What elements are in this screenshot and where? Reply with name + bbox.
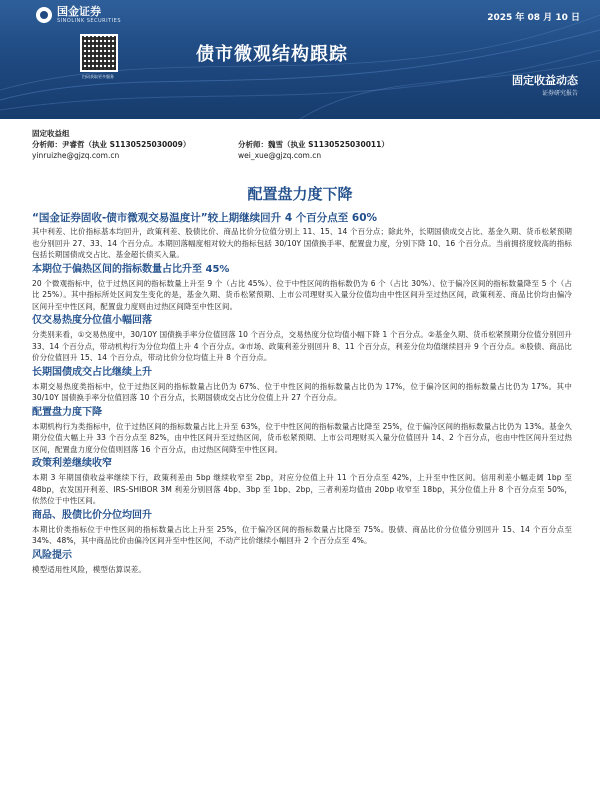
section-text: 模型适用性风险，模型估算误差。 [32,564,146,574]
qr-caption: 扫码获取更多服务 [82,74,114,79]
team-name: 固定收益组 [32,129,70,138]
section-heading: 政策利差继续收窄 [32,458,112,469]
qr-code-icon [80,34,118,72]
logo-en: SINOLINK SECURITIES [57,18,121,24]
company-logo [36,6,121,24]
section-4 [32,366,572,404]
section-text: 本期交易热度类指标中，位于过热区间的指标数量占比仍为 67%、位于中性区间的指标数量占比仍为 17%，位于偏冷区间的指标数量占比仍为 17%。其中 30/10Y 国债换手率分位值回落 10 个百分点，长期国债成交占比分位值上升 27 个百分点。 [32,381,572,402]
author-block [32,128,572,161]
section-text: 本期机构行为类指标中，位于过热区间的指标数量占比上升至 63%，位于中性区间的指标数量占比降至 25%，位于偏冷区间的指标数量占比仍为 13%。基金久期分位值大幅上升 33 个百分点至 82%，由中性区间升至过热区间，货币松紧预期、上市公司理财买入量分位值回升 14、2 个百分点，也由中性区间升至过热区间，配置盘力度分位值则回落 16 个百分点，由过热区间降至中性区间。 [32,421,572,454]
analyst-2: 分析师：魏雪（执业 S1130525030011） [238,140,389,149]
analyst-1: 分析师：尹睿哲（执业 S1130525030009） [32,140,191,149]
section-3 [32,314,572,364]
section-5 [32,406,572,456]
report-body [32,211,572,577]
section-heading: 本期位于偏热区间的指标数量占比升至 45% [32,263,230,275]
document-title: 配置盘力度下降 [247,185,353,203]
section-1 [32,211,572,261]
section-text: 本期 3 年期国债收益率继续下行，政策利差由 5bp 继续收窄至 2bp，对应分位值上升 11 个百分点至 42%，上升至中性区间。信用利差小幅走阔 1bp 至 48bp，农发国开利差、IRS-SHIBOR 3M 利差分别回落 4bp、3bp 至 1bp、2bp，三者利差均值由 20bp 收窄至 18bp，其分位值上升 8 个百分点至 50%，依然位于中性区间。 [32,473,572,505]
section-text: 其中利差、比价指标基本均回升，政策利差、股债比价、商品比价分位值分别上 11、15、14 个百分点；除此外，长期国债成交占比、基金久期、货币松紧预期也分别回升 27、33、14 个百分点。本期回落幅度相对较大的指标包括 30/10Y 国债换手率、配置盘力度，分别下降 10、16 个百分点。当前拥挤度较高的指标包括长期国债成交占比、基金超长债买入量。 [32,227,572,259]
section-heading: 长期国债成交占比继续上升 [32,366,152,378]
section-heading: 商品、股债比价分位均回升 [32,509,152,521]
section-6 [32,457,572,507]
report-series-title: 债市微观结构跟踪 [196,44,348,65]
report-banner [0,0,600,119]
report-date: 2025 年 08 月 10 日 [487,13,580,23]
report-category: 固定收益动态 [512,74,578,87]
analyst-1-email[interactable]: yinruizhe@gjzq.com.cn [32,151,120,160]
section-heading: “国金证券固收-债市微观交易温度计”较上期继续回升 4 个百分点至 60% [32,212,378,224]
section-text: 20 个微观指标中，位于过热区间的指标数量上升至 9 个（占比 45%）、位于中性区间的指标数仍为 6 个（占比 30%）、位于偏冷区间的指标数量降至 5 个（占比 25%）。其中指标所处区间发生变化的是，基金久期、货币松紧预期、上市公司理财买入量分位值均由中性区间升至过热区间，政策利差、商品比价均由偏冷区间升至中性区间，配置盘力度则由过热区间降至中性区间。 [32,278,572,311]
section-text: 本期比价类指标位于中性区间的指标数量占比上升至 25%，位于偏冷区间的指标数量占比降至 75%。股债、商品比价分位值分别回升 15、14 个百分点至 34%、48%，其中商品比价由偏冷区间升至中性区间，不动产比价继续小幅回升 2 个百分点至 4%。 [32,524,572,545]
section-text: 分类别来看，①交易热度中，30/10Y 国债换手率分位值回落 10 个百分点，交易热度分位均值小幅下降 1 个百分点。②基金久期、货币松紧预期分位值分别回升 33、14 个百分点，带动机构行为分位均值上升 4 个百分点。③市场、政策利差分别回升 8、11 个百分点，利差分位均值继续回升 9 个百分点。④股债、商品比价分位值回升 15、14 个百分点，带动比价分位均值上升 8 个百分点。 [32,330,572,362]
section-heading: 风险提示 [32,549,72,561]
analyst-2-email[interactable]: wei_xue@gjzq.com.cn [238,151,322,160]
section-8 [32,549,572,576]
report-subcategory: 证券研究报告 [541,90,578,97]
section-heading: 配置盘力度下降 [32,406,102,418]
section-7 [32,509,572,547]
logo-icon [36,7,52,23]
logo-cn: 国金证券 [57,5,101,18]
section-2 [32,263,572,313]
section-heading: 仅交易热度分位值小幅回落 [32,315,152,326]
